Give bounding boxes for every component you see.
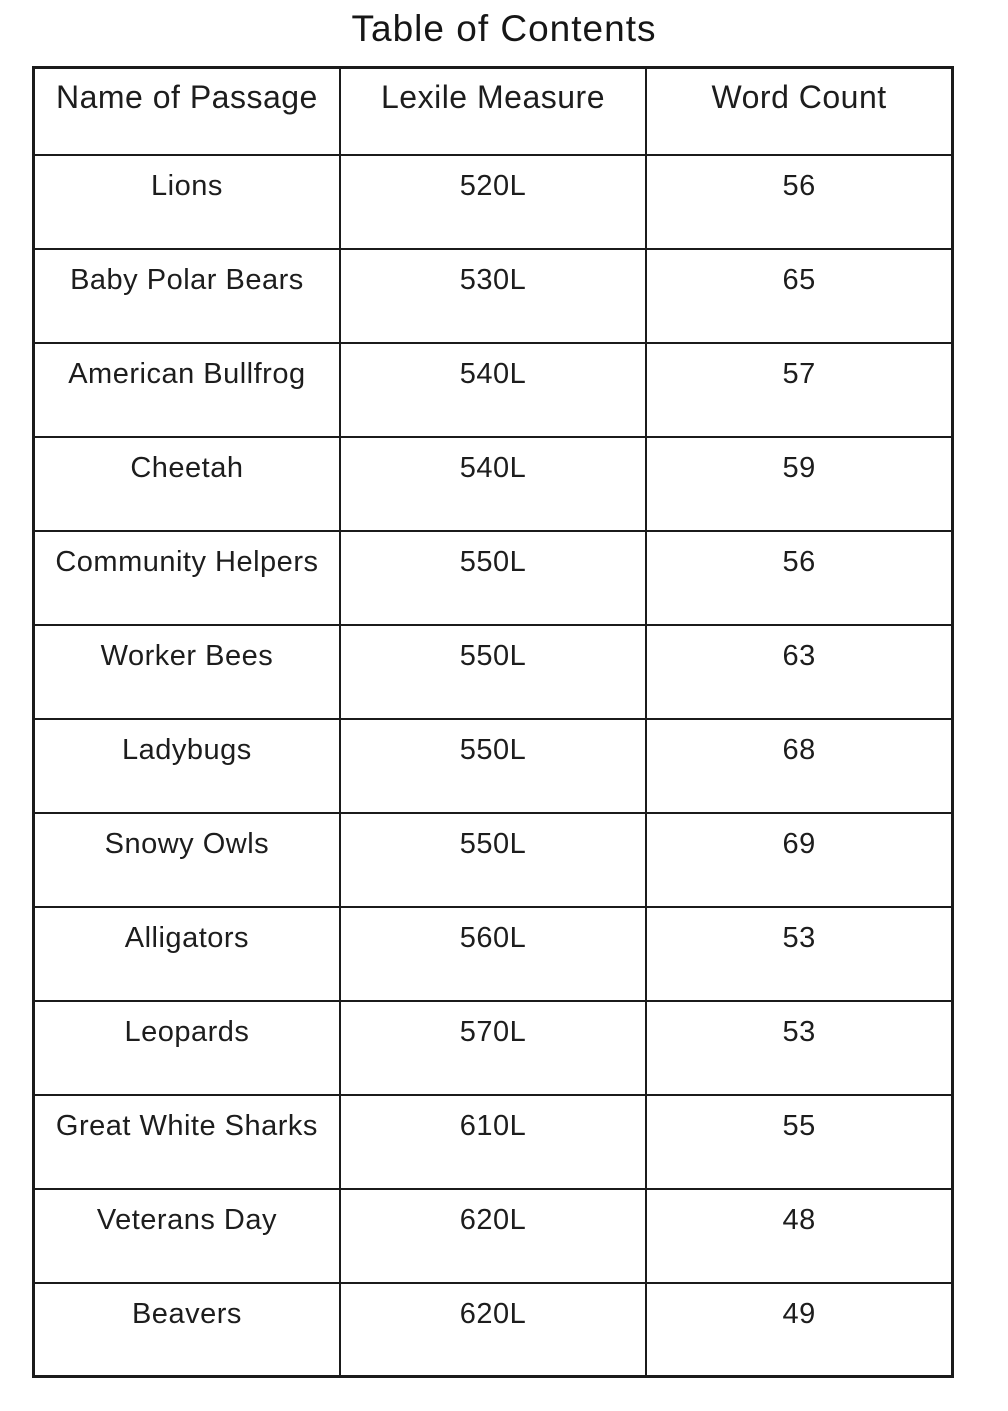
header-lexile-measure: Lexile Measure	[340, 68, 646, 155]
lexile-cell: 560L	[340, 907, 646, 1001]
contents-table	[32, 66, 954, 1378]
lexile-cell: 530L	[340, 249, 646, 343]
lexile-cell: 620L	[340, 1283, 646, 1377]
passage-name-cell: Veterans Day	[34, 1189, 340, 1283]
page-title: Table of Contents	[351, 8, 657, 49]
lexile-cell: 550L	[340, 719, 646, 813]
lexile-cell: 620L	[340, 1189, 646, 1283]
passage-name-cell: Great White Sharks	[34, 1095, 340, 1189]
table-row	[34, 1001, 953, 1095]
passage-name-cell: American Bullfrog	[34, 343, 340, 437]
lexile-cell: 520L	[340, 155, 646, 249]
word-count-cell: 53	[646, 1001, 952, 1095]
header-row	[34, 68, 953, 155]
lexile-cell: 550L	[340, 813, 646, 907]
table-row	[34, 1095, 953, 1189]
table-row	[34, 155, 953, 249]
passage-name-cell: Alligators	[34, 907, 340, 1001]
passage-name-cell: Lions	[34, 155, 340, 249]
lexile-cell: 540L	[340, 437, 646, 531]
passage-name-cell: Worker Bees	[34, 625, 340, 719]
word-count-cell: 56	[646, 531, 952, 625]
header-word-count: Word Count	[646, 68, 952, 155]
table-row	[34, 813, 953, 907]
table-row	[34, 437, 953, 531]
word-count-cell: 63	[646, 625, 952, 719]
lexile-cell: 570L	[340, 1001, 646, 1095]
word-count-cell: 53	[646, 907, 952, 1001]
lexile-cell: 540L	[340, 343, 646, 437]
table-body	[34, 155, 953, 1377]
table-row	[34, 625, 953, 719]
lexile-cell: 550L	[340, 625, 646, 719]
word-count-cell: 69	[646, 813, 952, 907]
word-count-cell: 55	[646, 1095, 952, 1189]
passage-name-cell: Beavers	[34, 1283, 340, 1377]
lexile-cell: 610L	[340, 1095, 646, 1189]
passage-name-cell: Snowy Owls	[34, 813, 340, 907]
word-count-cell: 59	[646, 437, 952, 531]
table-row	[34, 719, 953, 813]
table-row	[34, 1283, 953, 1377]
word-count-cell: 49	[646, 1283, 952, 1377]
passage-name-cell: Baby Polar Bears	[34, 249, 340, 343]
header-name-of-passage: Name of Passage	[34, 68, 340, 155]
passage-name-cell: Leopards	[34, 1001, 340, 1095]
passage-name-cell: Community Helpers	[34, 531, 340, 625]
lexile-cell: 550L	[340, 531, 646, 625]
word-count-cell: 57	[646, 343, 952, 437]
table-row	[34, 531, 953, 625]
passage-name-cell: Cheetah	[34, 437, 340, 531]
passage-name-cell: Ladybugs	[34, 719, 340, 813]
word-count-cell: 56	[646, 155, 952, 249]
table-row	[34, 343, 953, 437]
table-row	[34, 907, 953, 1001]
table-row	[34, 1189, 953, 1283]
table-row	[34, 249, 953, 343]
word-count-cell: 48	[646, 1189, 952, 1283]
word-count-cell: 65	[646, 249, 952, 343]
word-count-cell: 68	[646, 719, 952, 813]
